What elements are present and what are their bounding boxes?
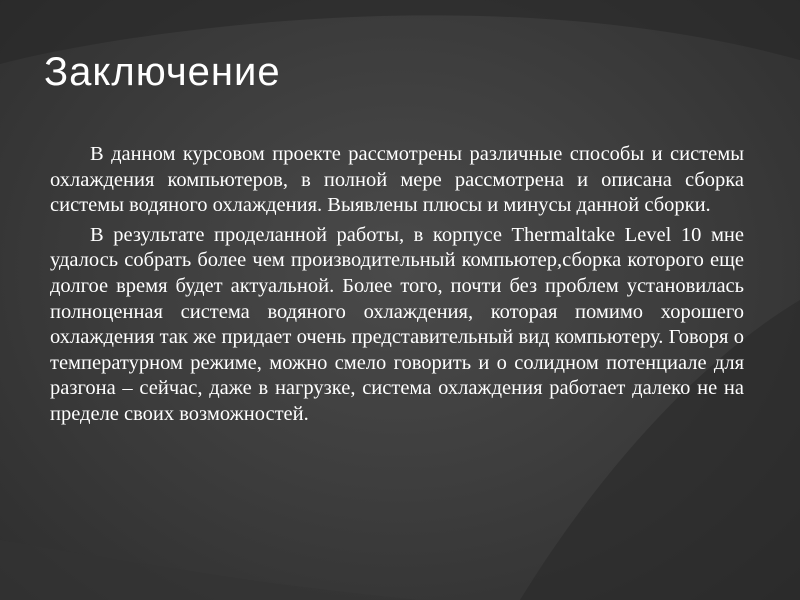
slide-title: Заключение <box>44 50 281 94</box>
paragraph-results: В результате проделанной работы, в корпусе Thermaltake Level 10 мне удалось собрать более чем производительный компьютер,сборка которого еще долгое время будет актуальной. Более того, почти без проблем установилась полноценная система водяного охлаждения, которая помимо хорошего охлаждения так же придает очень представительный вид компьютеру. Говоря о температурном режиме, можно смело говорить и о солидном потенциале для разгона – сейчас, даже в нагрузке, система охлаждения работает далеко не на пределе своих возможностей. <box>50 223 744 425</box>
paragraph-summary: В данном курсовом проекте рассмотрены различные способы и системы охлаждения компьютеров, в полной мере рассмотрена и описана сборка системы водяного охлаждения. Выявлены плюсы и минусы данной сборки. <box>50 143 744 217</box>
slide-body <box>50 142 744 432</box>
